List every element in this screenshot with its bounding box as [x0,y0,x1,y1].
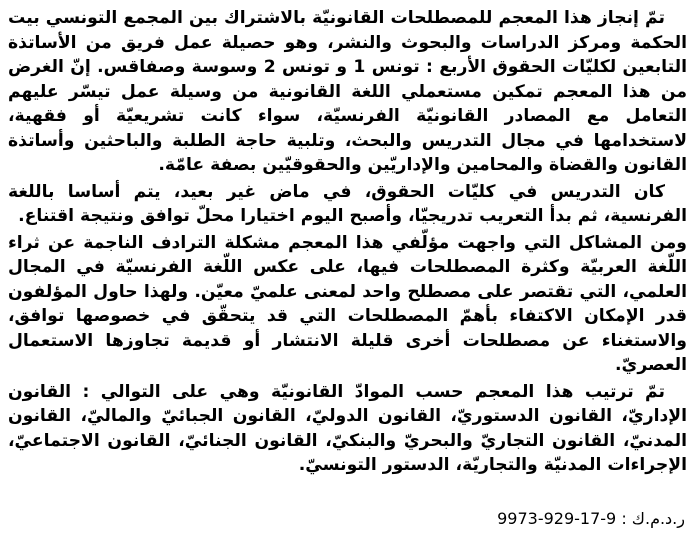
isbn-number: 9973-929-17-9 [497,509,617,528]
isbn-line [497,509,685,528]
paragraph-teaching-text: كان التدريس في كليّات الحقوق، في ماض غير بعيد، يتم أساسا باللغة الفرنسية، ثم بدأ التعريب تدريجيّا، وأصبح اليوم اختيارا محلّ توافق ونتيجة اقتناع. [8,181,687,226]
paragraph-intro [8,6,687,178]
paragraph-synonymy-text: ومن المشاكل التي واجهت مؤلّفي هذا المعجم مشكلة الترادف الناجمة عن ثراء اللّغة العربيّة وكثرة المصطلحات فيها، على عكس اللّغة الفرنسيّة في المجال العلمي، التي تقتصر على مصطلح واحد لمعنى علميّ معيّن. ولهذا حاول المؤلفون قدر الإمكان الاكتفاء بأهمّ المصطلحات التي قد يتحقّق في خصوصها توافق، والاستغناء عن مصطلحات أخرى قليلة الانتشار أو قديمة تجاوزها الاستعمال العصريّ. [8,232,687,375]
paragraph-arrangement-text: تمّ ترتيب هذا المعجم حسب الموادّ القانونيّة وهي على التوالي : القانون الإداريّ، القانون الدستوريّ، القانون الدوليّ، القانون الجبائيّ والماليّ، القانون المدنيّ، القانون التجاريّ والبحريّ والبنكيّ، القانون الجنائيّ، القانون الاجتماعيّ، الإجراءات المدنيّة والتجاريّة، الدستور التونسيّ. [8,381,687,475]
paragraph-teaching [8,180,687,229]
paragraph-synonymy [8,231,687,378]
paragraph-intro-text: تمّ إنجاز هذا المعجم للمصطلحات القانونيّة بالاشتراك بين المجمع التونسي بيت الحكمة ومركز الدراسات والبحوث والنشر، وهو حصيلة عمل فريق من الأساتذة التابعين لكليّات الحقوق الأربع : تونس 1 و تونس 2 وسوسة وصفاقس. إنّ الغرض من هذا المعجم تمكين مستعملي اللغة القانونية من وسيلة عمل تيسّر عليهم التعامل مع المصادر القانونيّة الفرنسيّة، سواء كانت تشريعيّة أو فقهية، لاستخدامها في مجال التدريس والبحث، وتلبية حاجة الطلبة والباحثين وأساتذة القانون والقضاة والمحامين والإداريّين والحقوقيّين بصفة عامّة. [8,8,687,175]
paragraph-arrangement [8,380,687,478]
isbn-label: ر.د.م.ك : [621,509,685,528]
